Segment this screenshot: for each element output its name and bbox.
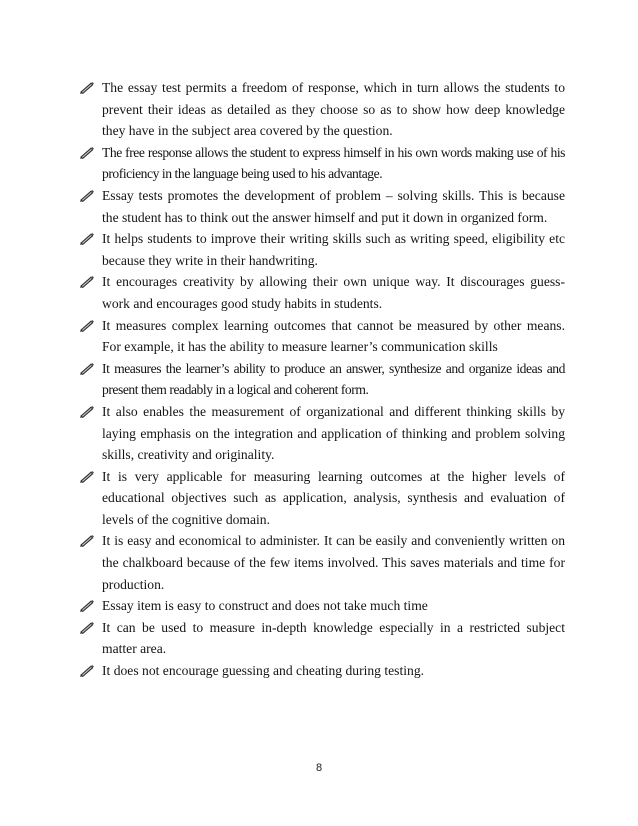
advantages-list <box>79 77 565 682</box>
pencil-icon <box>79 232 95 245</box>
list-item <box>79 77 565 142</box>
page-number: 8 <box>315 762 323 774</box>
list-item <box>79 142 565 185</box>
list-item <box>79 595 565 617</box>
list-item <box>79 401 565 466</box>
pencil-icon <box>79 534 95 547</box>
list-item-text: It is easy and economical to administer. It can be easily and conveniently written on the chalkboard because of the few items involved. This saves materials and time for production. <box>102 533 565 592</box>
list-item-text: It also enables the measurement of organizational and different thinking skills by laying emphasis on the integration and application of thinking and problem solving skills, creativity and originality. <box>102 403 565 463</box>
pencil-icon <box>79 81 95 94</box>
pencil-icon <box>79 362 95 375</box>
list-item-text: It does not encourage guessing and cheating during testing. <box>102 663 425 679</box>
list-item-text: The essay test permits a freedom of response, which in turn allows the students to prevent their ideas as detailed as they choose so as to show how deep knowledge they have in the subject area covered by the question. <box>102 80 565 139</box>
list-item-text: The free response allows the student to express himself in his own words making use of his proficiency in the language being used to his advantage. <box>102 144 565 182</box>
list-item <box>79 315 565 358</box>
list-item-text: It is very applicable for measuring learning outcomes at the higher levels of educational objectives such as application, analysis, synthesis and evaluation of levels of the cognitive domain. <box>102 468 565 527</box>
list-item <box>79 358 565 401</box>
list-item <box>79 466 565 531</box>
pencil-icon <box>79 664 95 677</box>
pencil-icon <box>79 599 95 612</box>
list-item-text: It measures complex learning outcomes that cannot be measured by other means. For example, it has the ability to measure learner’s communication skills <box>102 317 565 355</box>
list-item <box>79 271 565 314</box>
pencil-icon <box>79 275 95 288</box>
list-item-text: It can be used to measure in-depth knowledge especially in a restricted subject matter area. <box>102 619 565 657</box>
list-item-text: It measures the learner’s ability to produce an answer, synthesize and organize ideas and present them readably in a logical and coherent form. <box>102 360 565 398</box>
list-item <box>79 660 565 682</box>
list-item-text: It helps students to improve their writing skills such as writing speed, eligibility etc because they write in their handwriting. <box>102 231 565 268</box>
pencil-icon <box>79 146 95 159</box>
list-item <box>79 228 565 271</box>
pencil-icon <box>79 405 95 418</box>
list-item <box>79 185 565 228</box>
list-item <box>79 530 565 595</box>
list-item-text: Essay item is easy to construct and does not take much time <box>102 598 428 614</box>
pencil-icon <box>79 319 95 332</box>
list-item-text: It encourages creativity by allowing their own unique way. It discourages guess-work and encourages good study habits in students. <box>102 274 565 311</box>
pencil-icon <box>79 470 95 483</box>
pencil-icon <box>79 189 95 202</box>
list-item <box>79 617 565 660</box>
list-item-text: Essay tests promotes the development of problem – solving skills. This is because the student has to think out the answer himself and put it down in organized form. <box>102 187 565 225</box>
pencil-icon <box>79 621 95 634</box>
